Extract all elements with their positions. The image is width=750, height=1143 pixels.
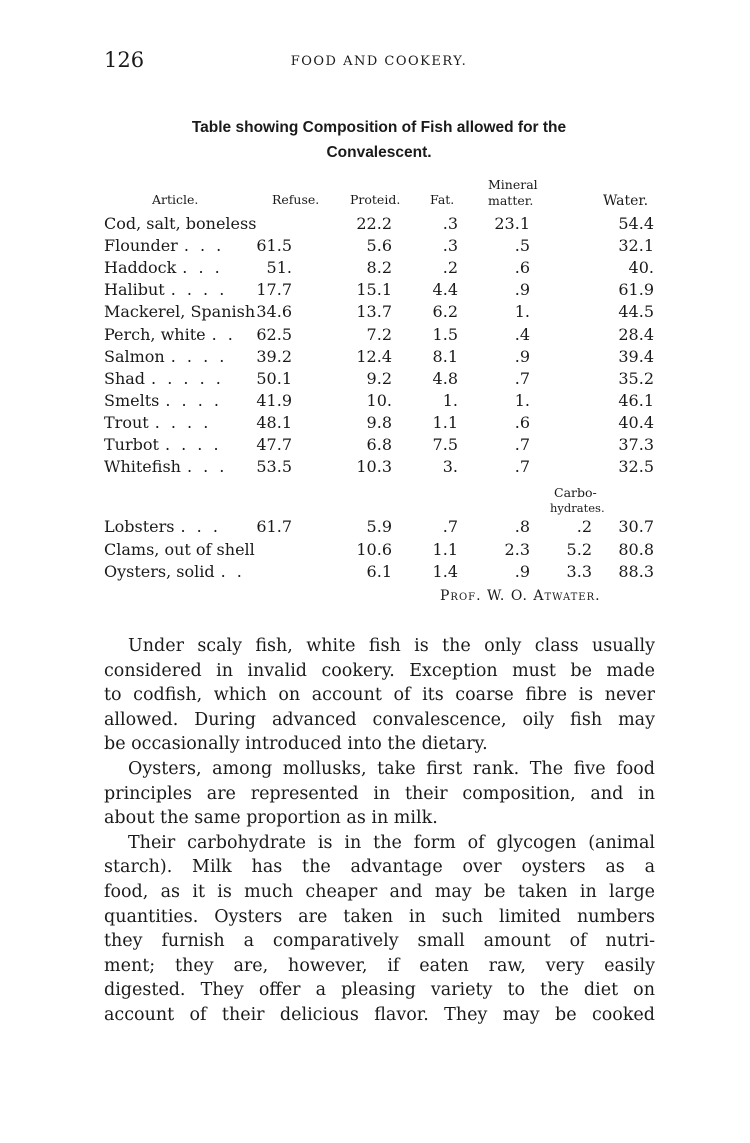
proteid-cell: 9.8 — [366, 412, 392, 432]
mineral-cell: 1. — [514, 302, 530, 322]
page-number: 126 — [104, 48, 145, 72]
article-cell: Turbot — [104, 435, 159, 454]
mineral-cell: .9 — [514, 562, 530, 581]
paragraph-line: Oysters, among mollusks, take first rank. The five food — [128, 758, 655, 779]
table-title-line: Table showing Composition of Fish allowed for the — [191, 119, 567, 136]
table-row — [0, 346, 750, 368]
dot-leaders: . . . . — [164, 435, 222, 454]
table-row — [0, 279, 750, 301]
dot-leaders: . . — [220, 562, 245, 581]
paragraph-line: food, as it is much cheaper and may be taken in large — [104, 881, 655, 902]
refuse-cell: 53.5 — [256, 457, 292, 477]
fat-cell: .3 — [442, 236, 458, 256]
dot-leaders: . . . — [182, 258, 223, 278]
article-cell: Haddock — [104, 258, 177, 278]
table-title-line: Convalescent. — [326, 144, 432, 161]
header-mineral: matter. — [488, 193, 534, 208]
refuse-cell: 34.6 — [256, 302, 292, 322]
mineral-cell: .7 — [514, 435, 530, 454]
table-row — [0, 390, 750, 412]
header-carbohydrates: hydrates. — [550, 501, 605, 515]
table-row — [0, 235, 750, 257]
refuse-cell: 48.1 — [256, 412, 292, 432]
dot-leaders: . . . . — [170, 280, 228, 300]
water-cell: 32.1 — [618, 236, 654, 256]
fat-cell: 7.5 — [432, 435, 458, 454]
water-cell: 35.2 — [618, 368, 654, 388]
mineral-cell: .9 — [514, 280, 530, 300]
carbohydrates-cell: 5.2 — [566, 539, 592, 559]
body-text — [104, 634, 655, 1028]
fat-cell: 1.4 — [432, 562, 458, 581]
fat-cell: 1.1 — [432, 539, 458, 559]
table-title — [104, 115, 654, 165]
table-row — [0, 213, 750, 235]
paragraph-line: Their carbohydrate is in the form of glycogen (animal — [128, 832, 655, 853]
paragraph-line: they furnish a comparatively small amount of nutri- — [104, 931, 655, 952]
header-refuse: Refuse. — [272, 192, 320, 207]
fat-cell: 4.8 — [432, 368, 458, 388]
water-cell: 61.9 — [618, 280, 654, 300]
paragraph-line: account of their delicious flavor. They may be cooked — [104, 1004, 655, 1025]
water-cell: 46.1 — [618, 390, 654, 410]
header-water: Water. — [603, 193, 649, 209]
article-cell: Mackerel, Spanish — [104, 302, 256, 322]
article-cell: Salmon — [104, 346, 165, 366]
dot-leaders: . . . . — [154, 412, 212, 432]
table-row — [0, 368, 750, 390]
running-head — [104, 48, 654, 74]
fat-cell: 1.1 — [432, 412, 458, 432]
table-row — [0, 412, 750, 434]
fat-cell: 1. — [442, 390, 458, 410]
table-row — [0, 516, 750, 538]
header-mineral: Mineral — [488, 177, 538, 192]
refuse-cell: 62.5 — [256, 324, 292, 344]
dot-leaders: . . . . — [170, 346, 228, 366]
article-cell: Trout — [104, 412, 149, 432]
table-row — [0, 456, 750, 478]
refuse-cell: 51. — [266, 258, 292, 278]
article-cell: Cod, salt, boneless — [104, 214, 257, 233]
article-cell: Perch, white — [104, 324, 206, 344]
fat-cell: .3 — [442, 214, 458, 233]
table-credit: Prof. W. O. Atwater. — [440, 588, 601, 604]
fat-cell: 3. — [442, 457, 458, 477]
dot-leaders: . . . — [180, 517, 221, 536]
mineral-cell: .6 — [514, 412, 530, 432]
proteid-cell: 5.6 — [366, 236, 392, 256]
fat-cell: 6.2 — [432, 302, 458, 322]
article-cell: Clams, out of shell — [104, 539, 255, 559]
dot-leaders: . . . — [183, 236, 225, 256]
fat-cell: .7 — [442, 517, 458, 536]
refuse-cell: 61.7 — [256, 517, 292, 536]
article-cell: Lobsters — [104, 517, 175, 536]
paragraph-line: considered in invalid cookery. Exception must be made — [104, 660, 655, 681]
mineral-cell: .7 — [514, 368, 530, 388]
table-row — [0, 324, 750, 346]
mineral-cell: .6 — [514, 258, 530, 278]
mineral-cell: .4 — [514, 324, 530, 344]
proteid-cell: 7.2 — [366, 324, 392, 344]
mineral-cell: .8 — [514, 517, 530, 536]
proteid-cell: 15.1 — [356, 280, 392, 300]
proteid-cell: 5.9 — [366, 517, 392, 536]
paragraph-line: Under scaly fish, white fish is the only class usually — [128, 636, 655, 656]
refuse-cell: 61.5 — [256, 236, 292, 256]
header-proteid: Proteid. — [350, 192, 401, 207]
water-cell: 28.4 — [618, 324, 654, 344]
table-row — [0, 257, 750, 279]
paragraph-line: digested. They offer a pleasing variety to the diet on — [104, 980, 655, 1001]
table-row — [0, 561, 750, 583]
proteid-cell: 13.7 — [356, 302, 392, 322]
fat-cell: 4.4 — [432, 280, 458, 300]
water-cell: 44.5 — [618, 302, 654, 322]
refuse-cell: 39.2 — [256, 346, 292, 366]
article-cell: Smelts — [104, 390, 160, 410]
fat-cell: 1.5 — [432, 324, 458, 344]
proteid-cell: 8.2 — [366, 258, 392, 278]
article-cell: Whitefish — [104, 457, 181, 477]
water-cell: 32.5 — [618, 457, 654, 477]
mineral-cell: .5 — [514, 236, 530, 256]
water-cell: 37.3 — [618, 435, 654, 454]
proteid-cell: 6.1 — [366, 562, 392, 581]
proteid-cell: 10.6 — [356, 539, 392, 559]
fat-cell: .2 — [442, 258, 458, 278]
refuse-cell: 50.1 — [256, 368, 292, 388]
proteid-cell: 10. — [366, 390, 392, 410]
header-article: Article. — [152, 192, 199, 207]
water-cell: 40. — [628, 258, 654, 278]
paragraph-line: be occasionally introduced into the dietary. — [104, 734, 488, 755]
fat-cell: 8.1 — [432, 346, 458, 366]
refuse-cell: 41.9 — [256, 390, 292, 410]
mineral-cell: 23.1 — [494, 214, 530, 233]
proteid-cell: 10.3 — [356, 457, 392, 477]
proteid-cell: 12.4 — [356, 346, 392, 366]
mineral-cell: .9 — [514, 346, 530, 366]
article-cell: Flounder — [104, 236, 178, 256]
mineral-cell: 2.3 — [504, 539, 530, 559]
table-row — [0, 434, 750, 456]
paragraph-line: starch). Milk has the advantage over oysters as a — [104, 857, 655, 878]
proteid-cell: 9.2 — [366, 368, 392, 388]
paragraph-line: about the same proportion as in milk. — [104, 808, 438, 829]
water-cell: 88.3 — [618, 562, 654, 581]
dot-leaders: . . — [211, 324, 236, 344]
dot-leaders: . . . . . — [151, 368, 224, 388]
carbohydrates-cell: 3.3 — [566, 562, 592, 581]
article-cell: Halibut — [104, 280, 165, 300]
table-row — [0, 301, 750, 323]
water-cell: 40.4 — [618, 412, 654, 432]
water-cell: 30.7 — [618, 517, 654, 536]
table-row — [0, 539, 750, 561]
paragraph-line: to codfish, which on account of its coarse fibre is never — [104, 685, 655, 706]
proteid-cell: 6.8 — [366, 435, 392, 454]
paragraph-line: quantities. Oysters are taken in such limited numbers — [104, 906, 655, 927]
header-carbohydrates: Carbo- — [554, 485, 597, 500]
water-cell: 80.8 — [618, 539, 654, 559]
header-fat: Fat. — [430, 192, 455, 207]
running-title: FOOD AND COOKERY. — [290, 54, 468, 69]
proteid-cell: 22.2 — [356, 214, 392, 233]
water-cell: 39.4 — [618, 346, 654, 366]
refuse-cell: 47.7 — [256, 435, 292, 454]
paragraph-line: ment; they are, however, if eaten raw, very easily — [104, 955, 655, 976]
mineral-cell: 1. — [514, 390, 530, 410]
paragraph-line: principles are represented in their composition, and in — [104, 783, 655, 804]
dot-leaders: . . . . — [165, 390, 222, 410]
paragraph-line: allowed. During advanced convalescence, oily fish may — [104, 709, 655, 730]
water-cell: 54.4 — [618, 214, 654, 233]
article-cell: Oysters, solid — [104, 562, 215, 581]
mineral-cell: .7 — [514, 457, 530, 477]
refuse-cell: 17.7 — [256, 280, 292, 300]
dot-leaders: . . . — [186, 457, 228, 477]
carbohydrates-cell: .2 — [576, 517, 592, 536]
article-cell: Shad — [104, 368, 146, 388]
